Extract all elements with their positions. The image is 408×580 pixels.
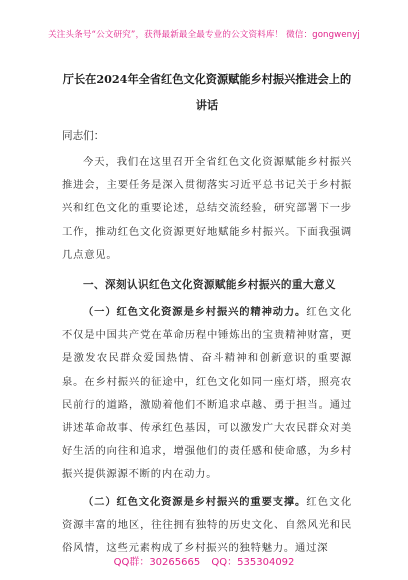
point-1-body: 红色文化不仅是中国共产党在革命历程中锤炼出的宝贵精神财富，更是激发农民群众爱国热情、奋斗精神和创新意识的重要源泉。在乡村振兴的征途中，红色文化如同一座灯塔，照亮农民前行的道路，激励着他们不断追求卓越、勇于担当。通过讲述革命故事、传承红色基因，可以激发广大农民群众对美好生活的向往和追求，增强他们的责任感和使命感，为乡村振兴提供源源不断的内在动力。	[62, 306, 352, 481]
document-body	[62, 66, 352, 560]
title-line-1: 厅长在2024年全省红色文化资源赋能乡村振兴推进会上的	[62, 72, 352, 86]
qq-number: QQ：535304092	[211, 557, 295, 568]
contact-footer	[0, 553, 408, 568]
section-1-heading: 一、深刻认识红色文化资源赋能乡村振兴的重大意义	[83, 279, 336, 292]
promo-banner	[0, 0, 408, 52]
point-2-body: 红色文化资源丰富的地区，往往拥有独特的历史文化、自然风光和民俗风情，这些元素构成了乡村振兴的独特魅力。通过深	[62, 495, 352, 555]
document-title	[62, 66, 352, 118]
title-line-2: 讲话	[195, 98, 219, 112]
point-2-paragraph	[62, 491, 352, 561]
qq-group: QQ群：30265665	[113, 557, 201, 568]
promo-text: 关注头条号“公文研究”，获得最新最全最专业的公文资料库！ 微信：gongwenyj	[48, 30, 360, 40]
point-2-lead: （二）红色文化资源是乡村振兴的重要支撑。	[83, 495, 307, 508]
salutation: 同志们：	[62, 130, 105, 142]
point-1-paragraph	[62, 301, 352, 487]
intro-paragraph: 今天，我们在这里召开全省红色文化资源赋能乡村振兴推进会，主要任务是深入贯彻落实习近平总书记关于乡村振兴和红色文化的重要论述，总结交流经验，研究部署下一步工作，推动红色文化资源更好地赋能乡村振兴。下面我强调几点意见。	[62, 156, 352, 261]
point-1-lead: （一）红色文化资源是乡村振兴的精神动力。	[83, 306, 307, 319]
